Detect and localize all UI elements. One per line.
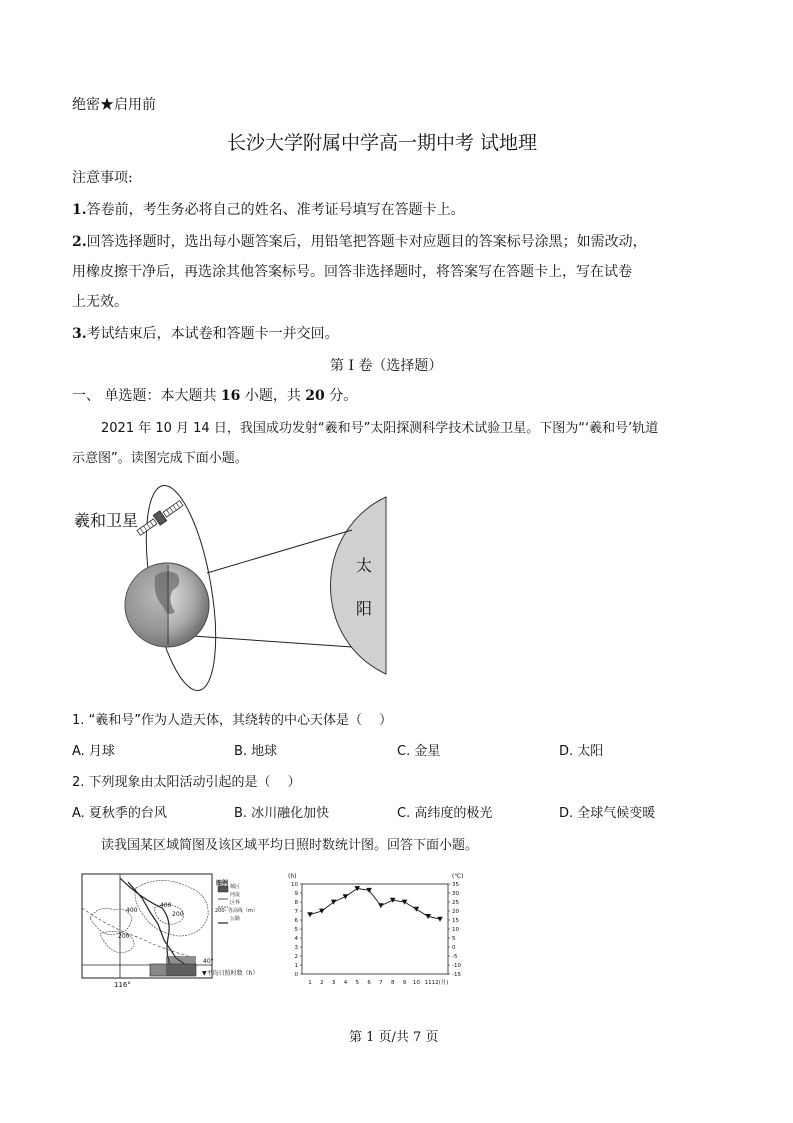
- orbit-diagram: [60, 470, 400, 700]
- chart-left-tick-label: 7: [294, 909, 298, 915]
- map-legend-list-2: [215, 907, 258, 923]
- chart-x-tick-label: 2: [320, 980, 324, 986]
- chart-x-tick-label: 8: [390, 980, 395, 986]
- legend-item: 200- 等高线（m）: [215, 908, 258, 914]
- confidential-mark: 绝密★启用前: [72, 97, 156, 113]
- map-contour-label: 400: [160, 902, 172, 909]
- question-1-option-b: B. 地球: [234, 744, 278, 759]
- question-2-option-c: C. 高纬度的极光: [397, 806, 493, 821]
- question-1-option-d: D. 太阳: [559, 744, 604, 759]
- map-contour-label: 200: [172, 911, 184, 918]
- passage-1-line-1: 2021 年 10 月 14 日，我国成功发射“羲和号”太阳探测科学技术试验卫星。下图为“‘羲和号’轨道: [101, 421, 659, 436]
- map-contour-label: 200: [118, 933, 130, 940]
- note-2: 2.回答选择题时，选出每小题答案后，用铅笔把答题卡对应题目的答案标号涂黑；如需改动，: [72, 234, 647, 250]
- chart-right-tick-label: 25: [452, 900, 459, 906]
- legend-item: 区界: [230, 900, 241, 906]
- chart-right-tick-label: 0: [452, 945, 456, 951]
- chart-x-tick-label: 5: [355, 980, 360, 986]
- chart-right-tick-label: 20: [452, 909, 459, 915]
- question-1-stem: 1. “羲和号”作为人造天体，其绕转的中心天体是（ ）: [72, 713, 393, 728]
- chart-x-tick-label: 3: [331, 980, 336, 986]
- chart-left-tick-label: 5: [294, 927, 298, 933]
- chart-data-point: [437, 917, 443, 922]
- chart-data-point: [343, 894, 349, 899]
- chart-series-line: [310, 889, 440, 920]
- sun-label-2: 阳: [356, 599, 373, 618]
- passage-2-line-1: 读我国某区域简图及该区域平均日照时数统计图。回答下面小题。: [101, 838, 479, 853]
- chart-x-tick-label: 10: [412, 980, 420, 986]
- map-contour-label: 400: [126, 907, 138, 914]
- chart-right-tick-label: -5: [452, 954, 458, 960]
- chart-right-tick-label: -10: [452, 963, 461, 969]
- chart-data-point: [307, 912, 313, 917]
- chart-left-tick-label: 2: [294, 954, 298, 960]
- chart-data-point: [414, 907, 420, 912]
- map-legend-sunshine: ▼平均日照时数（h）: [202, 970, 259, 977]
- chart-left-tick-label: 10: [291, 882, 298, 888]
- chart-right-tick-label: 30: [452, 891, 459, 897]
- passage-1-line-2: 示意图”。读图完成下面小题。: [72, 451, 248, 466]
- chart-left-axis-label: (h): [288, 873, 297, 880]
- map-legend-list: [230, 883, 240, 907]
- question-2-option-d: D. 全球气候变暖: [559, 806, 656, 821]
- question-1-option-a: A. 月球: [72, 744, 115, 759]
- satellite-icon: [135, 498, 184, 538]
- chart-left-tick-label: 8: [294, 900, 298, 906]
- note-1: 1.答卷前，考生务必将自己的姓名、准考证号填写在答题卡上。: [72, 202, 465, 218]
- notes-heading: 注意事项:: [72, 170, 133, 186]
- region-map: [80, 868, 300, 988]
- chart-right-tick-label: -15: [452, 972, 461, 978]
- section-title: 第 I 卷（选择题）: [330, 358, 443, 374]
- legend-item: 河流: [230, 892, 241, 898]
- note-3: 3.考试结束后，本试卷和答题卡一并交回。: [72, 326, 339, 342]
- chart-right-tick-label: 10: [452, 927, 459, 933]
- chart-left-tick-label: 3: [294, 945, 298, 951]
- satellite-label: 羲和卫星: [74, 511, 139, 530]
- chart-x-tick-label: 12(月): [431, 980, 449, 986]
- question-1-option-c: C. 金星: [397, 744, 441, 759]
- chart-left-tick-label: 0: [294, 972, 298, 978]
- sun-label-1: 太: [356, 556, 373, 575]
- chart-left-tick-label: 1: [294, 963, 298, 969]
- question-2-stem: 2. 下列现象由太阳活动引起的是（ ）: [72, 775, 301, 790]
- question-2-option-b: B. 冰川融化加快: [234, 806, 330, 821]
- note-2-line3: 上无效。: [72, 294, 128, 310]
- legend-item: 公路: [230, 916, 241, 922]
- chart-left-tick-label: 4: [294, 936, 298, 942]
- page-title: 长沙大学附属中学高一期中考 试地理: [227, 132, 538, 154]
- sunshine-chart: [280, 872, 470, 992]
- chart-right-tick-label: 5: [452, 936, 456, 942]
- section-part-heading: 一、 单选题：本大题共 16 小题，共 20 分。: [72, 388, 358, 404]
- chart-right-axis-label: (℃): [452, 873, 464, 880]
- map-legend-title: 图例: [216, 880, 229, 887]
- legend-item: 城区: [230, 884, 241, 890]
- chart-right-tick-label: 35: [452, 882, 459, 888]
- question-2-option-a: A. 夏秋季的台风: [72, 806, 167, 821]
- chart-x-tick-label: 4: [343, 980, 348, 986]
- chart-left-tick-label: 9: [294, 891, 298, 897]
- chart-data-point: [319, 909, 325, 914]
- note-2-line2: 用橡皮擦干净后，再选涂其他答案标号。回答非选择题时，将答案写在答题卡上，写在试卷: [72, 264, 632, 280]
- chart-right-tick-label: 15: [452, 918, 459, 924]
- page-number: 第 1 页/共 7 页: [349, 1030, 439, 1045]
- chart-x-tick-label: 1: [308, 980, 312, 986]
- chart-data-point: [378, 903, 384, 908]
- map-latitude-label: 40°: [203, 958, 214, 965]
- sun-shape: [331, 497, 387, 674]
- map-longitude-label: 116°: [114, 981, 131, 989]
- chart-left-tick-label: 6: [294, 918, 298, 924]
- chart-x-tick-label: 7: [379, 980, 383, 986]
- chart-x-tick-label: 9: [402, 980, 407, 986]
- chart-x-tick-label: 11: [424, 980, 432, 986]
- chart-x-tick-label: 6: [367, 980, 371, 986]
